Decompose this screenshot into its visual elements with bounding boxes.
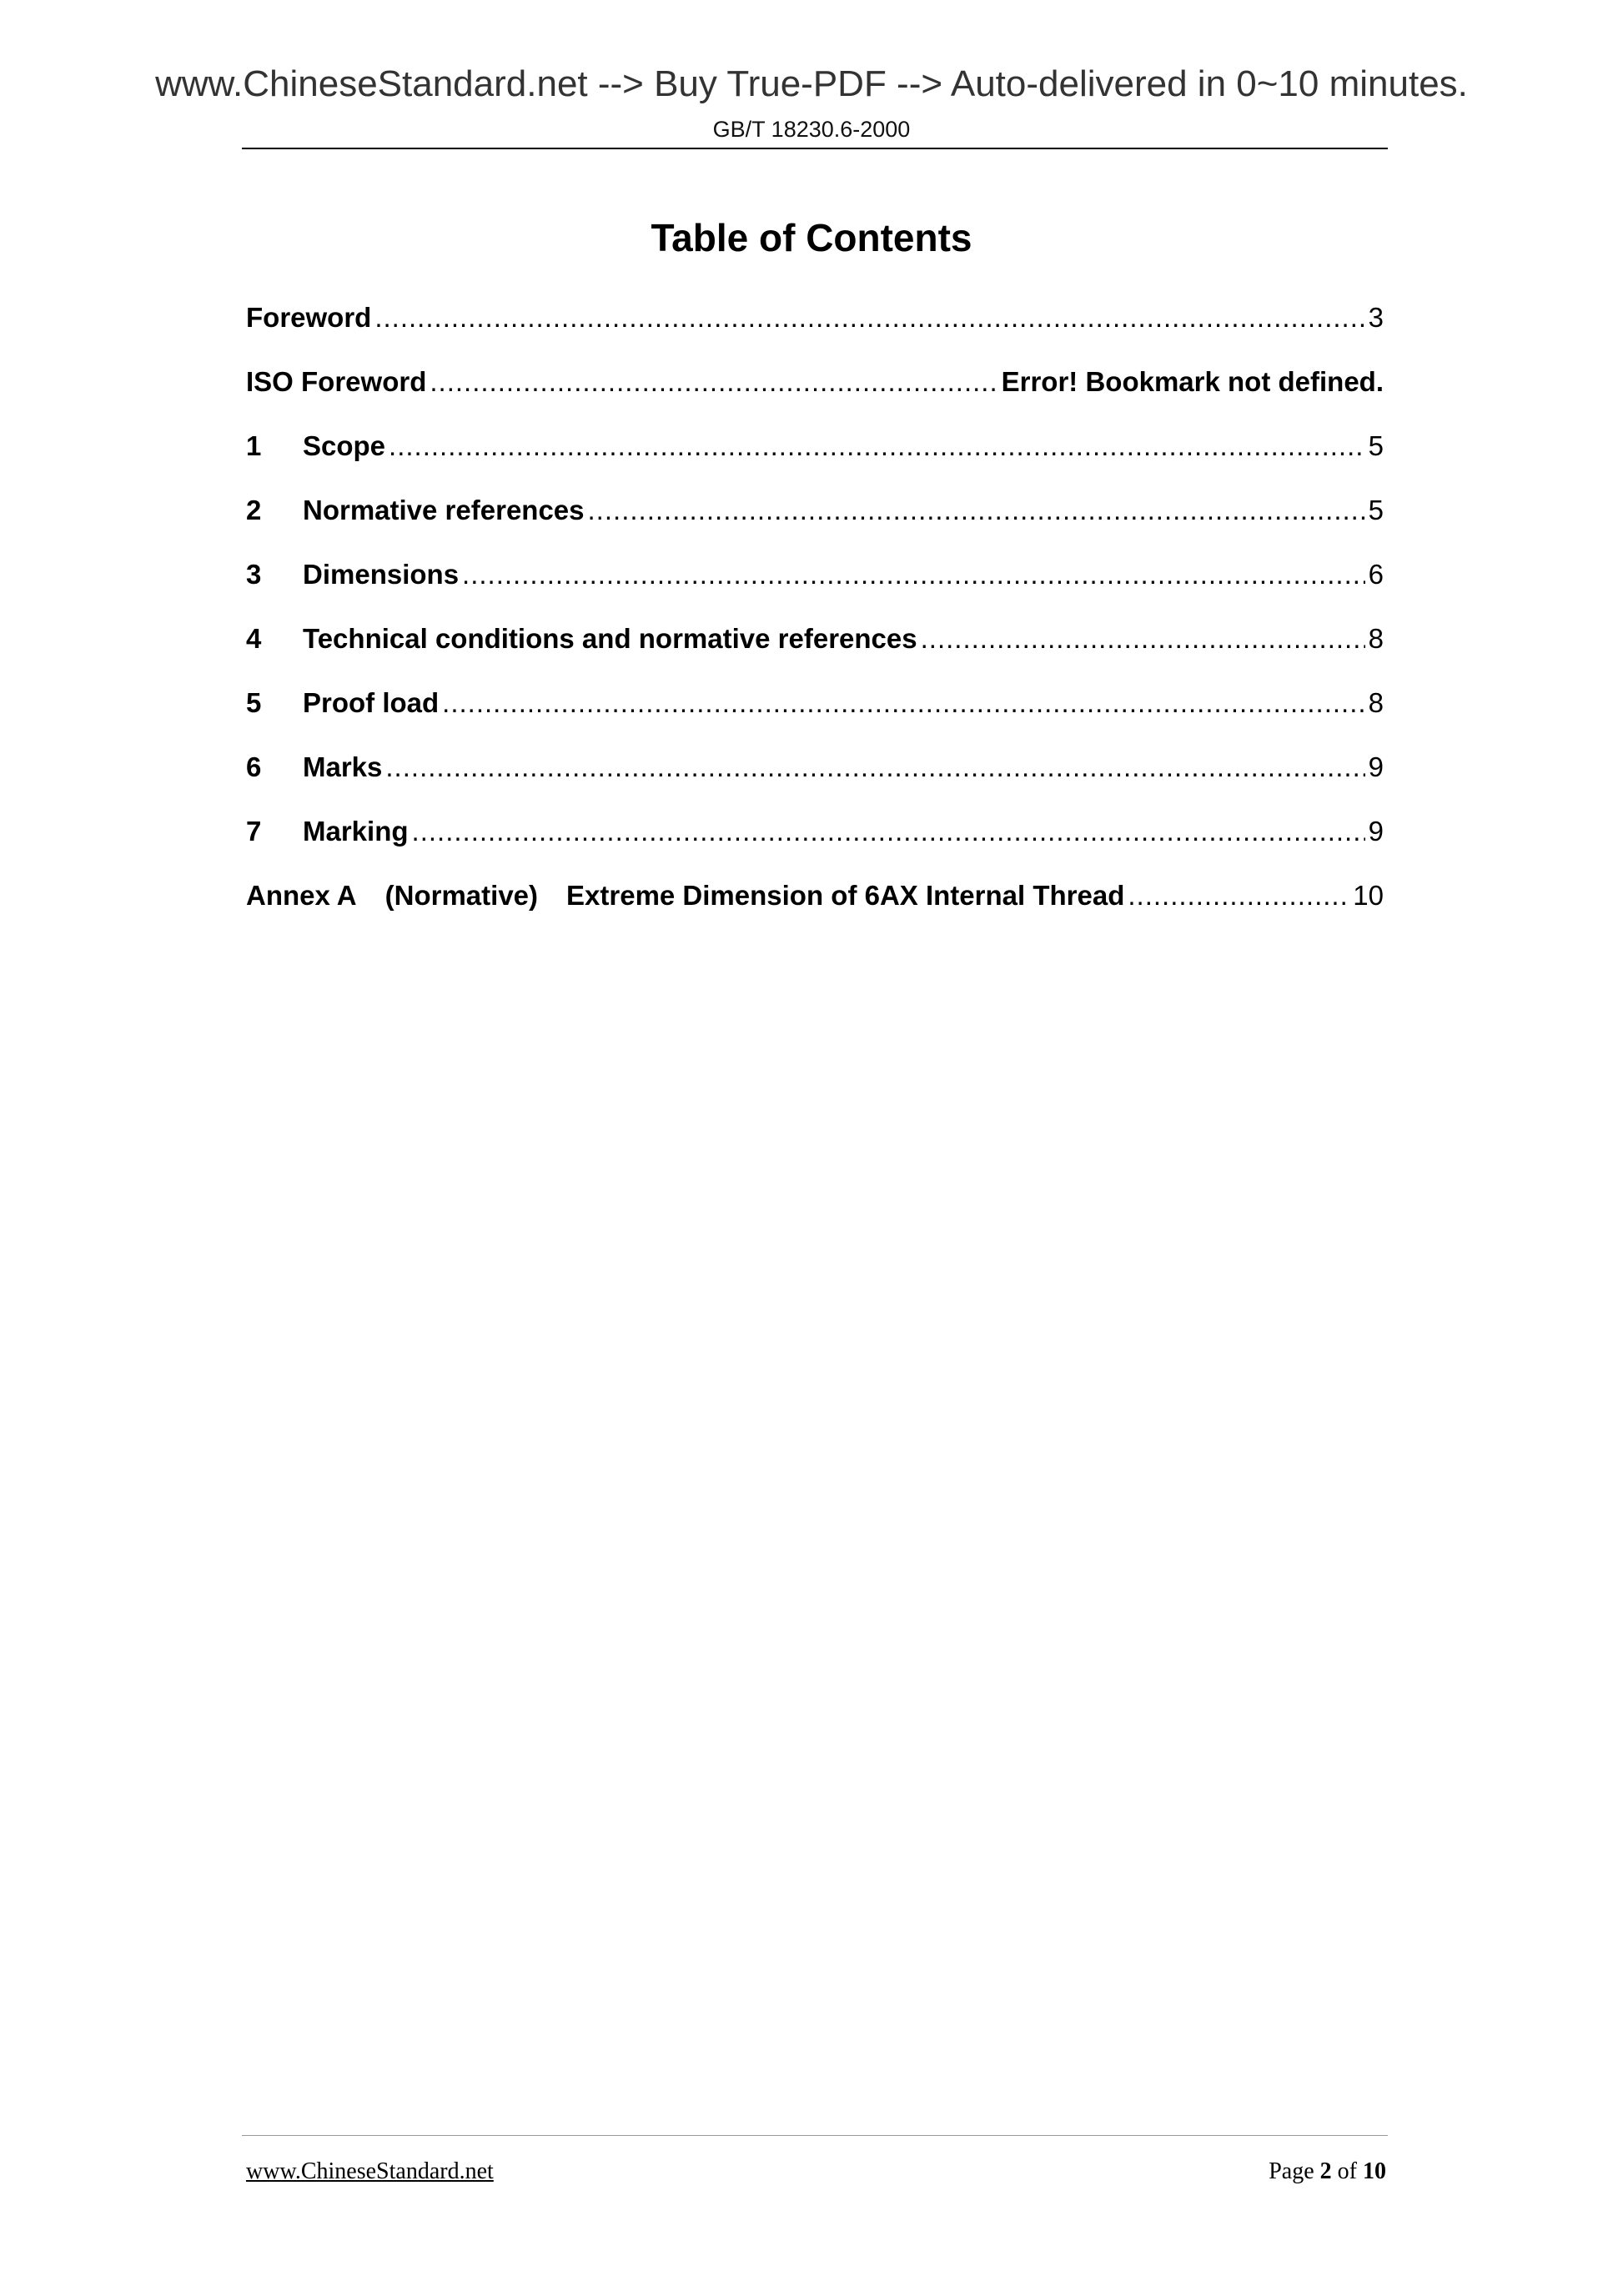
toc-entry-technical-conditions[interactable] — [246, 623, 1384, 687]
toc-entry-page: 9 — [1368, 816, 1384, 847]
toc-entry-label: Foreword — [246, 302, 372, 333]
toc-leader-dots — [1128, 880, 1349, 912]
table-of-contents — [246, 302, 1384, 944]
page-indicator — [1269, 2158, 1386, 2185]
annex-title: Extreme Dimension of 6AX Internal Thread — [566, 880, 1125, 911]
toc-entry-marking[interactable] — [246, 816, 1384, 880]
toc-leader-dots — [389, 430, 1365, 462]
standard-code: GB/T 18230.6-2000 — [712, 117, 911, 142]
toc-entry-page: 5 — [1368, 495, 1384, 525]
toc-entry-label: ISO Foreword — [246, 366, 427, 397]
toc-entry-page: 8 — [1368, 687, 1384, 718]
toc-entry-number: 6 — [246, 751, 262, 782]
toc-entry-label: Marks — [303, 751, 383, 782]
toc-entry-label — [246, 880, 1124, 912]
toc-entry-page: 5 — [1368, 430, 1384, 461]
toc-entry-scope[interactable] — [246, 430, 1384, 495]
toc-entry-number: 4 — [246, 623, 262, 654]
toc-entry-label: Marking — [303, 816, 409, 847]
page-of: of — [1337, 2158, 1357, 2184]
toc-leader-dots — [374, 302, 1364, 334]
toc-entry-iso-foreword[interactable] — [246, 366, 1384, 430]
toc-leader-dots — [442, 687, 1364, 719]
toc-entry-proof-load[interactable] — [246, 687, 1384, 751]
toc-entry-page: 3 — [1368, 302, 1384, 333]
footer-divider — [242, 2135, 1388, 2136]
annex-designation: Annex A — [246, 880, 357, 911]
page-total: 10 — [1363, 2158, 1386, 2184]
toc-entry-dimensions[interactable] — [246, 559, 1384, 623]
toc-entry-label: Scope — [303, 430, 386, 461]
toc-entry-normative-references[interactable] — [246, 495, 1384, 559]
toc-entry-number: 5 — [246, 687, 262, 718]
header-divider — [242, 148, 1388, 149]
toc-leader-dots — [462, 559, 1365, 590]
toc-entry-annex-a[interactable] — [246, 880, 1384, 944]
toc-entry-foreword[interactable] — [246, 302, 1384, 366]
toc-entry-label: Proof load — [303, 687, 440, 718]
toc-entry-number: 7 — [246, 816, 262, 847]
toc-entry-number: 1 — [246, 430, 262, 461]
page-current: 2 — [1319, 2158, 1332, 2184]
toc-entry-number: 3 — [246, 559, 262, 590]
toc-entry-page: 6 — [1368, 559, 1384, 590]
toc-entry-page: 9 — [1368, 751, 1384, 782]
toc-entry-page: Error! Bookmark not defined. — [1001, 366, 1384, 397]
footer-site-link[interactable]: www.ChineseStandard.net — [246, 2158, 494, 2184]
toc-entry-label: Normative references — [303, 495, 585, 525]
toc-entry-number: 2 — [246, 495, 262, 525]
toc-entry-marks[interactable] — [246, 751, 1384, 816]
page-prefix: Page — [1269, 2158, 1314, 2184]
annex-status: (Normative) — [384, 880, 539, 911]
page-title: Table of Contents — [651, 216, 972, 259]
toc-entry-label: Dimensions — [303, 559, 460, 590]
toc-entry-label: Technical conditions and normative references — [303, 623, 917, 654]
toc-leader-dots — [412, 816, 1365, 847]
toc-leader-dots — [921, 623, 1365, 655]
site-banner: www.ChineseStandard.net --> Buy True-PDF --> Auto-delivered in 0~10 minutes. — [155, 63, 1468, 104]
toc-leader-dots — [430, 366, 997, 398]
toc-entry-page: 8 — [1368, 623, 1384, 654]
toc-entry-page: 10 — [1353, 880, 1384, 911]
toc-leader-dots — [588, 495, 1365, 526]
toc-leader-dots — [385, 751, 1364, 783]
